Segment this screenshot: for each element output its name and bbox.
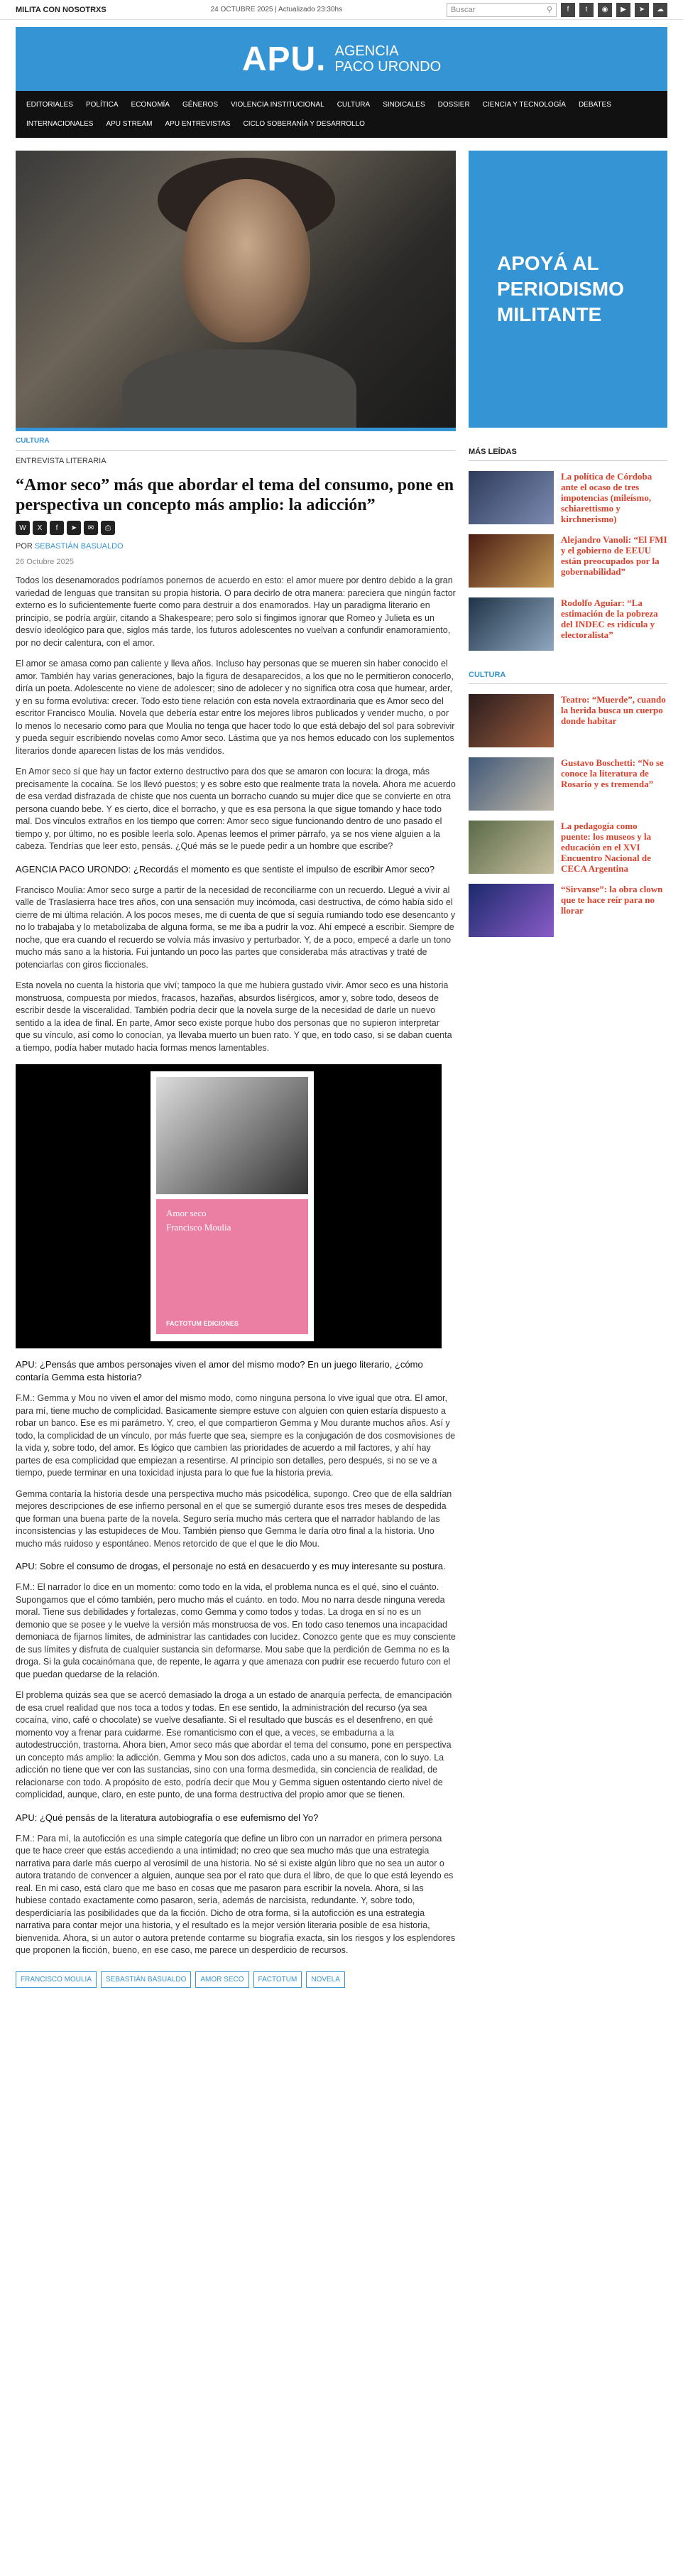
article-thumbnail[interactable]: [469, 821, 554, 874]
sidebar-article-title[interactable]: Alejandro Vanoli: “El FMI y el gobierno de EEUU están preocupados por la gobernabilidad”: [561, 534, 667, 577]
telegram-icon[interactable]: ➤: [67, 521, 81, 535]
culture-heading: CULTURA: [469, 671, 667, 684]
culture-list: [469, 694, 667, 937]
answer: F.M.: Gemma y Mou no viven el amor del mismo modo, como ninguna persona lo vive igual que otra. El amor, para mí, tiene mucho de complicidad. Basicamente siempre estuve con alguien con quien estaría dispuesto a robar un banco. Ese es mi parámetro. Y, creo, el que compartieron Gemma y Mou durante muchos años. Así y todo, la complicidad de un vínculo, por más fuerte que sea, siempre es la conjugación de dos cosmovisiones de la vida y, sobre todo, del amor. Es lógico que cambien las prioridades de acuerdo a mil factores, y ahí hay partes de esa complicidad que empiezan a resentirse. Al principio son detalles, pero después, si no se ve a tiempo, puede terminar en una toxicidad injusta para lo que fue la historia previa.: [16, 1393, 456, 1478]
sidebar-article[interactable]: [469, 757, 667, 811]
nav-item[interactable]: EDITORIALES: [26, 101, 73, 109]
nav-item[interactable]: INTERNACIONALES: [26, 120, 94, 128]
donate-banner[interactable]: [469, 151, 667, 428]
question: APU: Sobre el consumo de drogas, el personaje no está en desacuerdo y es muy interesante su postura.: [16, 1561, 446, 1571]
answer: Francisco Moulia: Amor seco surge a partir de la necesidad de reconciliarme con un recuerdo. Llegué a vivir al valle de Traslasierra hace tres años, con una sensación muy incómoda, casi destructiva, de cómo había sido el cierre de mi última relación. A los pocos meses, me di cuenta de que sí seguía rumiando todo ese desencanto y no lo trabajaba y lo metabolizaba de alguna forma, se me iba a pudrir la voz. Ahí empecé a escribir. Siempre de noche, que era cuando el recuerdo se volvía más invasivo y perturbador. Y, de a poco, empecé a darle un tono mucho más sano a la historia. Fui juntando un poco las partes que consideraba más atractivas y traté de potenciarlas con giros ficcionales.: [16, 884, 456, 970]
date-updated: 24 OCTUBRE 2025 | Actualizado 23:30hs: [210, 6, 343, 13]
article-thumbnail[interactable]: [469, 534, 554, 588]
most-read-heading: MÁS LEÍDAS: [469, 448, 667, 461]
nav-item[interactable]: VIOLENCIA INSTITUCIONAL: [231, 101, 324, 109]
site-header[interactable]: [16, 27, 667, 91]
nav-item[interactable]: CIENCIA Y TECNOLOGÍA: [482, 101, 566, 109]
search-placeholder: Buscar: [451, 5, 476, 14]
tag-link[interactable]: SEBASTIÁN BASUALDO: [101, 1971, 191, 1988]
sidebar-article[interactable]: [469, 694, 667, 747]
book-title: Amor seco: [166, 1208, 207, 1218]
paragraph: El amor se amasa como pan caliente y lleva años. Incluso hay personas que se mueren sin haber conocido el amor. También hay varias generaciones, bajo la figura de desaparecidos, a los que no le permitieron conocerlo, diría un poeta. Adolescente no viene de adolescer; sino de adolecer y no significa otra cosa que humear, arder, y en su forma evolutiva: crecer. Todo esto tiene relación con esta novela extraordinaria que es Amor seco del escritor Francisco Moulia. Novela que debería estar entre los mejores libros publicados y vender mucho, o por lo menos lo necesario como para que Moulia no tenga que hacer todo lo que está debajo del sol para sobrevivir y pueda seguir escribiendo novelas como Amor seco. Lástima que ya nos hemos educado con los suplementos literarios donde aparecen listas de los más vendidos.: [16, 659, 455, 756]
tag-link[interactable]: FRANCISCO MOULIA: [16, 1971, 97, 1988]
question: APU: ¿Pensás que ambos personajes viven el amor del mismo modo? En un juego literario, ¿cómo contaría Gemma esta historia?: [16, 1359, 423, 1382]
author-link[interactable]: SEBASTIÁN BASUALDO: [34, 542, 124, 551]
facebook-icon[interactable]: f: [50, 521, 64, 535]
sidebar-article[interactable]: [469, 821, 667, 874]
nav-item[interactable]: CICLO SOBERANÍA Y DESARROLLO: [243, 120, 365, 128]
youtube-icon[interactable]: ▶: [616, 3, 630, 17]
nav-item[interactable]: APU STREAM: [106, 120, 153, 128]
book-cover-image: [16, 1064, 442, 1348]
instagram-icon[interactable]: ◉: [598, 3, 612, 17]
answer: F.M.: Para mí, la autoficción es una simple categoría que define un libro con un narrador en primera persona que te hace creer que estás accediendo a una intimidad; no creo que sea mucho más que una estrategia narrativa para darle más cuerpo al verosímil de una historia. No sé si existe algún libro que no sea un autor o autora tratando de convencer a alguien, aunque sea por el rato que dura el libro, de que lo que está leyendo es real. En mi caso, está claro que me baso en cosas que me pasaron para escribir la novela. Ahora, si las hubiese contado exactamente como pasaron, sería, además de narcisista, redundante. Y, sobre todo, desperdiciaría las posibilidades que da la ficción. Dicho de otra forma, si la autoficción es una estrategia narrativa para contar mejor una historia, y el resultado es la mejor versión literaria posible de esa historia, bienvenida. Ahora, si un autor o autora pretende contarme su biografía exacta, sin los riesgos y los esplendores que proponen la ficción, bueno, en ese caso, me parece un desperdicio de recursos.: [16, 1833, 456, 1955]
byline-prefix: POR: [16, 542, 35, 551]
facebook-icon[interactable]: f: [561, 3, 575, 17]
most-read-list: [469, 471, 667, 651]
telegram-icon[interactable]: ➤: [635, 3, 649, 17]
divider: [16, 450, 456, 451]
paragraph: Todos los desenamorados podríamos ponernos de acuerdo en esto: el amor muere por dentro debido a la gran variedad de lenguas que transitan su propia historia. O para decirlo de otra manera: pareciera que ningún factor externo es lo suficientemente fuerte como para destruir a dos enamorados. Hay un paradigma literario en principio, se podría argüir, citando a Shakespeare; pero solo si fingimos ignorar que Romeo y Julieta es un desvío ideológico para que, siglos más tarde, los futuros adolescentes no vuelvan a confundir enamoramiento, por no decir calentura, con el amor.: [16, 575, 456, 648]
sidebar-article-title[interactable]: Rodolfo Aguiar: “La estimación de la pobreza del INDEC es ridícula y electoralista”: [561, 597, 658, 640]
search-icon[interactable]: ⚲: [546, 6, 552, 14]
book-author: Francisco Moulia: [166, 1222, 231, 1233]
top-bar: [0, 0, 683, 20]
twitter-icon[interactable]: t: [579, 3, 594, 17]
tag-link[interactable]: NOVELA: [306, 1971, 345, 1988]
twitter-icon[interactable]: X: [33, 521, 47, 535]
sidebar-article-title[interactable]: Gustavo Boschetti: “No se conoce la literatura de Rosario y es tremenda”: [561, 757, 664, 789]
donate-text: APOYÁ AL PERIODISMO MILITANTE: [497, 252, 624, 325]
sidebar: [469, 151, 667, 1988]
article-thumbnail[interactable]: [469, 694, 554, 747]
article-thumbnail[interactable]: [469, 597, 554, 651]
article-date: 26 Octubre 2025: [16, 558, 74, 566]
search-input[interactable]: [447, 3, 557, 17]
tag-link[interactable]: FACTOTUM: [253, 1971, 302, 1988]
whatsapp-icon[interactable]: W: [16, 521, 30, 535]
soundcloud-icon[interactable]: ☁: [653, 3, 667, 17]
nav-item[interactable]: GÉNEROS: [182, 101, 218, 109]
logo-sub-line1: AGENCIA: [334, 43, 399, 59]
nav-item[interactable]: CULTURA: [337, 101, 371, 109]
book-publisher: FACTOTUM EDICIONES: [166, 1320, 239, 1327]
sidebar-article-title[interactable]: La política de Córdoba ante el ocaso de tres impotencias (mileísmo, schiarettismo y kirchnerismo): [561, 471, 652, 524]
article-thumbnail[interactable]: [469, 757, 554, 811]
article-body: [16, 575, 456, 1957]
top-right-tools: [447, 3, 667, 17]
sidebar-article[interactable]: [469, 884, 667, 937]
byline: [16, 542, 456, 551]
answer: Esta novela no cuenta la historia que viví; tampoco la que me hubiera gustado vivir. Amor seco es una historia monstruosa, compuesta por miedos, fracasos, hazañas, absurdos lisérgicos, amor y, sobre todo, deseos de escribir desde la visceralidad. También podría decir que la novela surge de la necesidad de darle un nuevo sentido a la idea de final. En parte, Amor seco existe porque hubo dos personas que no supieron interpretar que su vínculo, así como lo conocían, ya llevaba muerto un buen rato. Y que, en todo caso, si se daban cuenta a tiempo, podía haber mutado hacia formas menos lamentables.: [16, 980, 452, 1053]
sidebar-article-title[interactable]: Teatro: “Muerde”, cuando la herida busca un cuerpo donde habitar: [561, 694, 666, 726]
question: APU: ¿Qué pensás de la literatura autobiografía o ese eufemismo del Yo?: [16, 1812, 319, 1823]
article-title: “Amor seco” más que abordar el tema del consumo, pone en perspectiva un concepto más amplio: la adicción”: [16, 476, 454, 514]
logo[interactable]: APU.: [241, 40, 327, 78]
section-tag[interactable]: CULTURA: [16, 437, 50, 445]
article-main: [16, 151, 456, 1988]
share-bar: [16, 521, 456, 535]
kicker: ENTREVISTA LITERARIA: [16, 457, 106, 465]
question: AGENCIA PACO URONDO: ¿Recordás el momento es que sentiste el impulso de escribir Amor seco?: [16, 863, 435, 875]
main-nav: [16, 91, 667, 138]
sidebar-article[interactable]: [469, 534, 667, 588]
print-icon[interactable]: ⎙: [101, 521, 115, 535]
article-thumbnail[interactable]: [469, 471, 554, 524]
nav-item[interactable]: ECONOMÍA: [131, 101, 170, 109]
logo-subtitle: [335, 43, 442, 75]
email-icon[interactable]: ✉: [84, 521, 98, 535]
nav-item[interactable]: POLÍTICA: [85, 101, 119, 109]
hero-image: [16, 151, 456, 428]
answer: Gemma contaría la historia desde una perspectiva mucho más psicodélica, supongo. Creo que de ella saldrían mejores descripciones de ese infierno personal en el que se sumergió durante esos tres meses de despedida que forman una buena parte de la novela. Seguro sería mucho más certera que el narrador hablando de las inconsistencias y las estupideces de Mou. También pienso que Gemma le daría otro final a la historia. Uno mucho más ruidoso y espontáneo. Menos retorcido de que el que le dio Mou.: [16, 1488, 452, 1549]
nav-item[interactable]: APU ENTREVISTAS: [165, 120, 231, 128]
nav-item[interactable]: DEBATES: [578, 101, 611, 109]
nav-item[interactable]: DOSSIER: [437, 101, 470, 109]
nav-item[interactable]: SINDICALES: [383, 101, 425, 109]
hero-accent-bar: [16, 428, 456, 431]
article-thumbnail[interactable]: [469, 884, 554, 937]
join-us-link[interactable]: MILITA CON NOSOTRXS: [16, 5, 106, 14]
sidebar-article[interactable]: [469, 597, 667, 651]
sidebar-article-title[interactable]: “Sirvanse”: la obra clown que te hace reír para no llorar: [561, 884, 663, 916]
logo-sub-line2: PACO URONDO: [334, 59, 442, 75]
paragraph: En Amor seco sí que hay un factor externo destructivo para dos que se amaron con locura: la droga, más precisamente la cocaína. Se los llevó puestos; y es sobre esto que realmente trata la novela. Ahora me acuerdo de esa verdad disfrazada de chiste que nos cuenta un borracho cuando su mujer dice que se convierte en otra persona cuando bebe. Y es cierto, dice el borracho, y que es esa persona la que sigue tomando y hace todo mal. Dos vínculos extraños en los tiempo que corren: Amor seco sigue funcionando dentro de uno pasado el tiempo y, por último, no es posible leerla solo. Apenas leemos el primer párrafo, ya se nos viene alguien a la cabeza. Tendrías que leer esto, pensás. ¿Qué más se le puede pedir a un hombre que escribe?: [16, 767, 456, 851]
tag-link[interactable]: AMOR SECO: [195, 1971, 248, 1988]
answer: El problema quizás sea que se acercó demasiado la droga a un estado de anarquía perfecta, de emancipación de esa cruel realidad que nos toca a todos y todas. En ese sentido, la administración del recurso (ya sea cocaína, vino, café o chocolate) se vuelve desafiante. Si el resultado que buscás es el desenfreno, en qué momento voy a frenar para cuidarme. Ese romanticismo con el que, a veces, se embadurna a la autodestrucción, trastorna. Ahora bien, Amor seco más que abordar el tema del consumo, pone en perspectiva un concepto más amplio: la adicción. Gemma y Mou son dos adictos, cada uno a su manera, con lo suyo. La adicción no tiene que ver con las sustancias, sino con una forma desmedida, sin conciencia de realidad, de relacionarse con todo. A propósito de esto, podría decir que Mou y Gemma siguen ostentando cierto nivel de complicidad, aunque, claro, en este punto, de una forma destructiva del propio amor que se tienen.: [16, 1690, 452, 1800]
sidebar-article[interactable]: [469, 471, 667, 524]
tag-list: [16, 1971, 456, 1988]
answer: F.M.: El narrador lo dice en un momento: como todo en la vida, el problema nunca es el qué, sino el cuánto. Supongamos que el cómo también, pero mucho más el cuánto. en todo. Mou no narra desde ninguna vereda moral. Tiene sus debilidades y fortalezas, como Gemma y como todos y todas. La droga en sí no es un demonio que se posee y le vuelve la versión más monstruosa de vos. En todo caso tenemos una incapacidad demoniaca de fijarnos límites, de administrar las cantidades con lucidez. Conozco gente que es muy consciente de sus límites y disfruta de cualquier sustancia sin deformarse. Mou sabe que la perdición de Gemma no es la droga. Si la gula cocainómana que, de repente, le agarra y que amenaza con pudrir ese recuerdo futuro con el que puedan quedarse de la relación.: [16, 1582, 456, 1679]
sidebar-article-title[interactable]: La pedagogía como puente: los museos y la educación en el XVI Encuentro Nacional de CECA Argentina: [561, 821, 652, 874]
